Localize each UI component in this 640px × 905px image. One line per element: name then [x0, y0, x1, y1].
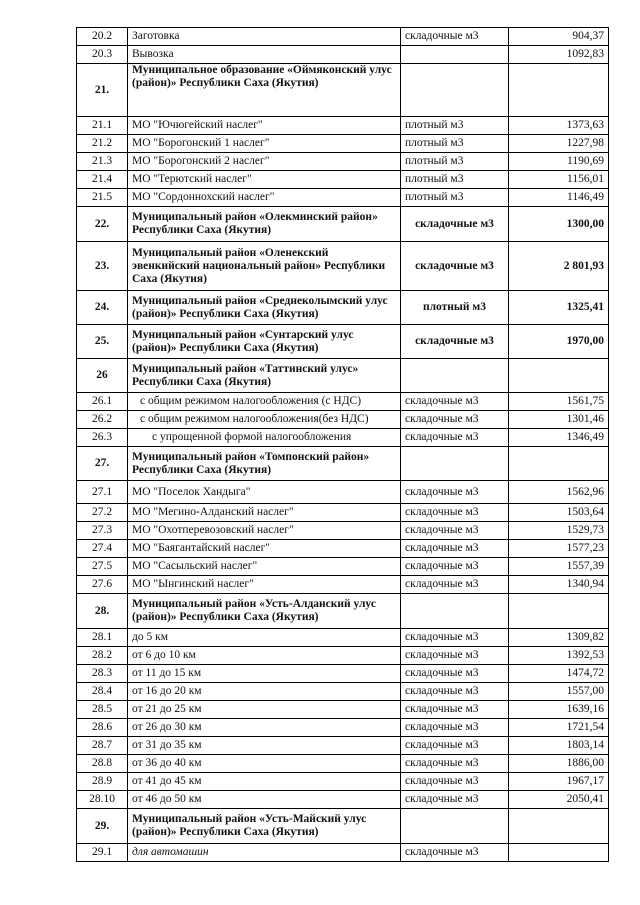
row-name-cell: МО "Сордоннохский наслег": [128, 189, 401, 207]
row-name-cell: МО "Мегино-Алданский наслег": [128, 504, 401, 522]
row-price-cell: 1392,53: [509, 647, 609, 665]
section-row: [77, 325, 609, 359]
table-row: [77, 393, 609, 411]
row-number-cell: 24.: [77, 291, 128, 325]
row-unit-cell: складочные м3: [401, 242, 509, 291]
row-number-cell: 28.9: [77, 773, 128, 791]
row-number-cell: 27.4: [77, 540, 128, 558]
row-price-cell: 1092,83: [509, 46, 609, 64]
row-number-cell: 28.7: [77, 737, 128, 755]
row-price-cell: 1325,41: [509, 291, 609, 325]
row-name-cell: Муниципальный район «Таттинский улус» Республики Саха (Якутия): [128, 359, 401, 393]
row-name-cell: Вывозка: [128, 46, 401, 64]
row-number-cell: 21.1: [77, 117, 128, 135]
row-number-cell: 29.: [77, 809, 128, 844]
row-number-cell: 20.3: [77, 46, 128, 64]
row-number-cell: 28.4: [77, 683, 128, 701]
row-price-cell: 1639,16: [509, 701, 609, 719]
row-unit-cell: складочные м3: [401, 665, 509, 683]
section-row: [77, 594, 609, 629]
row-name-cell: МО "Поселок Хандыга": [128, 481, 401, 504]
table-row: [77, 844, 609, 862]
row-name-cell: от 26 до 30 км: [128, 719, 401, 737]
table-row: [77, 665, 609, 683]
row-number-cell: 21.2: [77, 135, 128, 153]
row-price-cell: 1803,14: [509, 737, 609, 755]
row-number-cell: 21.: [77, 64, 128, 117]
row-name-cell: МО "Баягантайский наслег": [128, 540, 401, 558]
table-row: [77, 629, 609, 647]
row-name-cell: МО "Охотперевозовский наслег": [128, 522, 401, 540]
section-row: [77, 242, 609, 291]
row-name-cell: Муниципальный район «Среднеколымский улус (район)» Республики Саха (Якутия): [128, 291, 401, 325]
row-name-cell: от 11 до 15 км: [128, 665, 401, 683]
row-price-cell: [509, 359, 609, 393]
row-price-cell: 1561,75: [509, 393, 609, 411]
price-table: [76, 27, 609, 862]
row-name-cell: с общим режимом налогообложения (с НДС): [128, 393, 401, 411]
row-price-cell: 1146,49: [509, 189, 609, 207]
row-price-cell: 1577,23: [509, 540, 609, 558]
row-price-cell: [509, 809, 609, 844]
row-price-cell: 1562,96: [509, 481, 609, 504]
section-row: [77, 447, 609, 481]
row-name-cell: от 36 до 40 км: [128, 755, 401, 773]
row-number-cell: 26.1: [77, 393, 128, 411]
row-name-cell: Муниципальный район «Сунтарский улус (район)» Республики Саха (Якутия): [128, 325, 401, 359]
row-unit-cell: складочные м3: [401, 844, 509, 862]
table-row: [77, 683, 609, 701]
table-row: [77, 791, 609, 809]
row-unit-cell: складочные м3: [401, 576, 509, 594]
row-unit-cell: складочные м3: [401, 737, 509, 755]
table-row: [77, 411, 609, 429]
row-price-cell: 1557,39: [509, 558, 609, 576]
row-number-cell: 27.1: [77, 481, 128, 504]
table-row: [77, 46, 609, 64]
row-name-cell: от 46 до 50 км: [128, 791, 401, 809]
row-price-cell: 1301,46: [509, 411, 609, 429]
row-name-cell: от 16 до 20 км: [128, 683, 401, 701]
row-price-cell: 1529,73: [509, 522, 609, 540]
row-number-cell: 28.1: [77, 629, 128, 647]
table-row: [77, 28, 609, 46]
row-name-cell: от 21 до 25 км: [128, 701, 401, 719]
row-price-cell: 1309,82: [509, 629, 609, 647]
table-row: [77, 522, 609, 540]
row-unit-cell: складочные м3: [401, 683, 509, 701]
row-name-cell: МО "Борогонский 2 наслег": [128, 153, 401, 171]
row-name-cell: Муниципальный район «Оленекский эвенкийский национальный район» Республики Саха (Якутия): [128, 242, 401, 291]
row-number-cell: 21.3: [77, 153, 128, 171]
table-row: [77, 701, 609, 719]
table-row: [77, 504, 609, 522]
row-unit-cell: складочные м3: [401, 522, 509, 540]
row-number-cell: 28.: [77, 594, 128, 629]
row-unit-cell: [401, 359, 509, 393]
row-unit-cell: складочные м3: [401, 647, 509, 665]
table-row: [77, 558, 609, 576]
row-unit-cell: складочные м3: [401, 28, 509, 46]
row-number-cell: 25.: [77, 325, 128, 359]
row-price-cell: 1970,00: [509, 325, 609, 359]
row-name-cell: МО "Борогонский 1 наслег": [128, 135, 401, 153]
table-row: [77, 737, 609, 755]
row-number-cell: 23.: [77, 242, 128, 291]
table-row: [77, 117, 609, 135]
row-number-cell: 26.2: [77, 411, 128, 429]
row-unit-cell: складочные м3: [401, 540, 509, 558]
row-unit-cell: складочные м3: [401, 791, 509, 809]
row-name-cell: Муниципальное образование «Оймяконский улус (район)» Республики Саха (Якутия): [128, 64, 401, 117]
row-number-cell: 28.3: [77, 665, 128, 683]
row-price-cell: 1373,63: [509, 117, 609, 135]
row-price-cell: 2050,41: [509, 791, 609, 809]
row-price-cell: 1886,00: [509, 755, 609, 773]
row-name-cell: Муниципальный район «Томпонский район» Республики Саха (Якутия): [128, 447, 401, 481]
table-row: [77, 647, 609, 665]
row-number-cell: 27.6: [77, 576, 128, 594]
row-number-cell: 28.8: [77, 755, 128, 773]
row-price-cell: 1340,94: [509, 576, 609, 594]
section-row: [77, 291, 609, 325]
table-row: [77, 481, 609, 504]
row-price-cell: 1557,00: [509, 683, 609, 701]
table-row: [77, 540, 609, 558]
row-unit-cell: [401, 594, 509, 629]
row-unit-cell: складочные м3: [401, 481, 509, 504]
row-number-cell: 28.10: [77, 791, 128, 809]
row-name-cell: Муниципальный район «Усть-Майский улус (район)» Республики Саха (Якутия): [128, 809, 401, 844]
row-number-cell: 21.5: [77, 189, 128, 207]
row-name-cell: с общим режимом налогообложения(без НДС): [128, 411, 401, 429]
table-row: [77, 429, 609, 447]
row-price-cell: 1503,64: [509, 504, 609, 522]
row-name-cell: до 5 км: [128, 629, 401, 647]
row-number-cell: 27.: [77, 447, 128, 481]
row-price-cell: [509, 844, 609, 862]
row-unit-cell: складочные м3: [401, 325, 509, 359]
row-number-cell: 27.5: [77, 558, 128, 576]
row-number-cell: 27.2: [77, 504, 128, 522]
row-number-cell: 28.5: [77, 701, 128, 719]
row-price-cell: 1227,98: [509, 135, 609, 153]
row-number-cell: 26: [77, 359, 128, 393]
table-row: [77, 135, 609, 153]
row-unit-cell: плотный м3: [401, 117, 509, 135]
row-unit-cell: складочные м3: [401, 393, 509, 411]
row-number-cell: 28.6: [77, 719, 128, 737]
section-row: [77, 809, 609, 844]
table-row: [77, 171, 609, 189]
row-number-cell: 28.2: [77, 647, 128, 665]
table-row: [77, 719, 609, 737]
row-unit-cell: складочные м3: [401, 558, 509, 576]
row-number-cell: 27.3: [77, 522, 128, 540]
row-unit-cell: складочные м3: [401, 429, 509, 447]
price-table-body: [77, 28, 609, 862]
row-unit-cell: складочные м3: [401, 773, 509, 791]
row-price-cell: 1967,17: [509, 773, 609, 791]
row-price-cell: 1346,49: [509, 429, 609, 447]
row-unit-cell: [401, 809, 509, 844]
row-name-cell: Заготовка: [128, 28, 401, 46]
row-name-cell: МО "Сасыльский наслег": [128, 558, 401, 576]
row-price-cell: 1300,00: [509, 207, 609, 242]
table-row: [77, 576, 609, 594]
row-unit-cell: [401, 64, 509, 117]
row-unit-cell: плотный м3: [401, 153, 509, 171]
row-unit-cell: складочные м3: [401, 411, 509, 429]
row-number-cell: 21.4: [77, 171, 128, 189]
row-name-cell: МО "Терютский наслег": [128, 171, 401, 189]
row-price-cell: 1721,54: [509, 719, 609, 737]
section-row: [77, 64, 609, 117]
row-price-cell: [509, 64, 609, 117]
row-price-cell: 904,37: [509, 28, 609, 46]
table-row: [77, 755, 609, 773]
row-name-cell: от 6 до 10 км: [128, 647, 401, 665]
row-price-cell: 1190,69: [509, 153, 609, 171]
row-name-cell: от 31 до 35 км: [128, 737, 401, 755]
row-name-cell: МО "Ючюгейский наслег": [128, 117, 401, 135]
row-unit-cell: плотный м3: [401, 135, 509, 153]
row-unit-cell: плотный м3: [401, 171, 509, 189]
row-unit-cell: складочные м3: [401, 504, 509, 522]
row-unit-cell: складочные м3: [401, 701, 509, 719]
row-name-cell: Муниципальный район «Усть-Алданский улус (район)» Республики Саха (Якутия): [128, 594, 401, 629]
row-unit-cell: плотный м3: [401, 189, 509, 207]
row-price-cell: [509, 594, 609, 629]
row-price-cell: 1156,01: [509, 171, 609, 189]
row-name-cell: от 41 до 45 км: [128, 773, 401, 791]
row-name-cell: МО "Ынгинский наслег": [128, 576, 401, 594]
row-unit-cell: складочные м3: [401, 719, 509, 737]
row-price-cell: 1474,72: [509, 665, 609, 683]
section-row: [77, 359, 609, 393]
row-number-cell: 26.3: [77, 429, 128, 447]
row-unit-cell: складочные м3: [401, 755, 509, 773]
row-unit-cell: складочные м3: [401, 629, 509, 647]
row-name-cell: с упрощенной формой налогообложения: [128, 429, 401, 447]
row-unit-cell: складочные м3: [401, 207, 509, 242]
table-row: [77, 773, 609, 791]
row-name-cell: Муниципальный район «Олекминский район» Республики Саха (Якутия): [128, 207, 401, 242]
table-row: [77, 153, 609, 171]
row-number-cell: 20.2: [77, 28, 128, 46]
row-number-cell: 22.: [77, 207, 128, 242]
row-unit-cell: [401, 46, 509, 64]
row-number-cell: 29.1: [77, 844, 128, 862]
row-price-cell: 2 801,93: [509, 242, 609, 291]
row-name-cell: для автомашин: [128, 844, 401, 862]
row-unit-cell: [401, 447, 509, 481]
section-row: [77, 207, 609, 242]
row-unit-cell: плотный м3: [401, 291, 509, 325]
row-price-cell: [509, 447, 609, 481]
table-row: [77, 189, 609, 207]
